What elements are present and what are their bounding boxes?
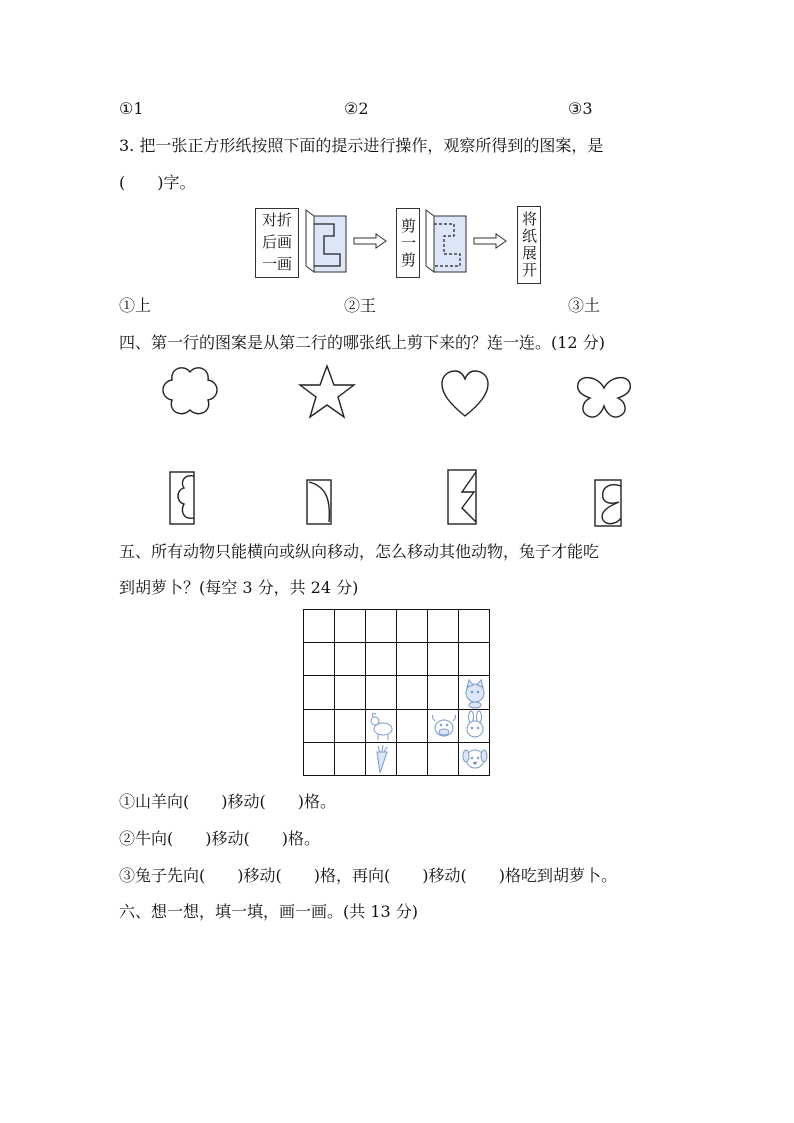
grid-cell: [304, 710, 335, 743]
grid-cell: [335, 743, 366, 776]
step1-instruction-box: [255, 208, 299, 278]
grid-cell: [335, 610, 366, 643]
grid-cell: [335, 710, 366, 743]
q2-option-1: ①1: [119, 99, 144, 118]
movement-grid: [303, 609, 490, 776]
grid-cell: [304, 676, 335, 709]
section5-title-line2: 到胡萝卜？(每空 3 分，共 24 分): [119, 578, 359, 597]
grid-cell: [397, 643, 428, 676]
carrot-icon: [367, 744, 397, 774]
step3-instruction-box: 将纸展开: [517, 206, 541, 284]
step1-line2: 后画: [261, 233, 292, 251]
section5-question-2: ②牛向( )移动( )格。: [119, 829, 320, 848]
cat-icon: [460, 678, 490, 708]
arrow-right-icon: [354, 234, 388, 248]
half-flower-paper: [168, 470, 198, 526]
section4-title: 四、第一行的图案是从第二行的哪张纸上剪下来的？连一连。(12 分): [119, 333, 605, 352]
grid-cell: [397, 743, 428, 776]
grid-cell: [428, 610, 459, 643]
grid-cell: [428, 743, 459, 776]
step2-instruction-box: 剪一剪: [396, 208, 420, 278]
half-heart-paper: [446, 468, 478, 526]
q3-question-line1: 3. 把一张正方形纸按照下面的提示进行操作，观察所得到的图案，是: [119, 136, 604, 155]
grid-cell: [397, 610, 428, 643]
q3-option-3: ③土: [568, 296, 601, 315]
step1-line1: 对折: [261, 211, 292, 229]
q3-option-1: ①上: [119, 296, 152, 315]
grid-cell: [366, 676, 397, 709]
goat-icon: [367, 711, 397, 741]
rabbit-icon: [460, 711, 490, 741]
grid-cell: [428, 676, 459, 709]
grid-cell: [304, 743, 335, 776]
section5-title-line1: 五、所有动物只能横向或纵向移动，怎么移动其他动物，兔子才能吃: [119, 542, 600, 561]
dog-icon: [460, 744, 490, 774]
grid-cell: [335, 643, 366, 676]
arrow-right-icon-2: [474, 234, 508, 248]
grid-cell: [397, 676, 428, 709]
q2-option-3: ③3: [568, 99, 593, 118]
grid-cell: [459, 643, 490, 676]
section6-title: 六、想一想，填一填，画一画。(共 13 分): [119, 902, 419, 921]
grid-cell: [335, 676, 366, 709]
q3-option-2: ②王: [344, 296, 377, 315]
half-star-paper: [305, 478, 333, 526]
q2-option-2: ②2: [344, 99, 369, 118]
q3-question-line2: ( )字。: [119, 173, 196, 192]
butterfly-icon: [576, 374, 632, 420]
star-icon: [298, 364, 356, 420]
grid-cell: [428, 643, 459, 676]
grid-cell: [304, 610, 335, 643]
section5-question-3: ③兔子先向( )移动( )格，再向( )移动( )格吃到胡萝卜。: [119, 866, 617, 885]
heart-icon: [440, 370, 490, 418]
half-butterfly-paper: [593, 478, 623, 528]
step1-line3: 一画: [261, 255, 292, 273]
grid-cell: [459, 610, 490, 643]
cow-icon: [429, 711, 459, 741]
folded-paper-cut-icon: [420, 206, 470, 276]
grid-cell: [397, 710, 428, 743]
grid-cell: [366, 643, 397, 676]
grid-cell: [304, 643, 335, 676]
grid-cell: [366, 610, 397, 643]
flower-icon: [162, 366, 218, 418]
section5-question-1: ①山羊向( )移动( )格。: [119, 792, 336, 811]
folded-paper-drawn-icon: [300, 206, 350, 276]
